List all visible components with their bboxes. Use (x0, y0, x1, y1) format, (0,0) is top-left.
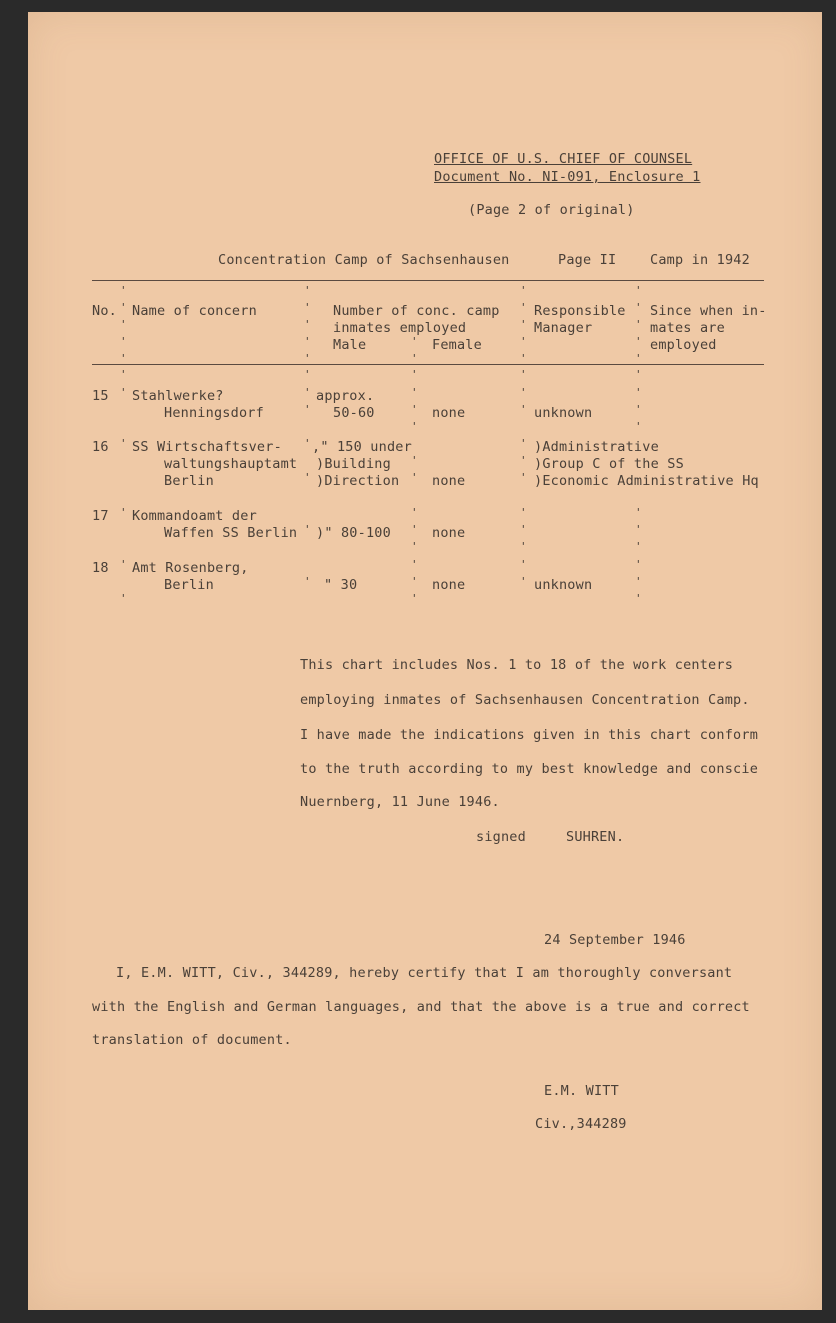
certification-line: I, E.M. WITT, Civ., 344289, hereby certify that I am thoroughly conversant (116, 965, 733, 981)
table-row-male: 50-60 (333, 405, 375, 421)
table-row-no: 16 (92, 439, 109, 455)
office-heading: OFFICE OF U.S. CHIEF OF COUNSEL (434, 151, 693, 167)
table-row-male: )" 80-100 (316, 525, 391, 541)
translator-name: E.M. WITT (544, 1083, 619, 1099)
col-manager-l2: Manager (534, 320, 593, 336)
certification-line: translation of document. (92, 1032, 292, 1048)
col-since-l1: Since when in- (650, 303, 767, 319)
col-female: Female (432, 337, 482, 353)
table-row-female: none (432, 577, 466, 593)
col-since-l3: employed (650, 337, 717, 353)
table-row-name: Berlin (164, 473, 214, 489)
certification-line: with the English and German languages, and that the above is a true and correct (92, 999, 750, 1015)
table-row-male: )Direction (316, 473, 400, 489)
table-row-name: Waffen SS Berlin (164, 525, 298, 541)
statement-line: employing inmates of Sachsenhausen Concentration Camp. (300, 692, 750, 708)
table-row-name: Berlin (164, 577, 214, 593)
col-no: No. (92, 303, 117, 319)
table-row-name: Amt Rosenberg, (132, 560, 249, 576)
table-row-female: none (432, 473, 466, 489)
statement-line: This chart includes Nos. 1 to 18 of the work centers (300, 657, 734, 673)
table-row-female: none (432, 405, 466, 421)
table-row-female: none (432, 525, 466, 541)
col-manager-l1: Responsible (534, 303, 626, 319)
table-header-rule (92, 364, 764, 365)
certification-date: 24 September 1946 (544, 932, 686, 948)
table-row-manager: )Economic Administrative Hq (534, 473, 759, 489)
table-row-no: 18 (92, 560, 109, 576)
col-name: Name of concern (132, 303, 257, 319)
table-row-no: 15 (92, 388, 109, 404)
table-top-rule (92, 280, 764, 281)
signed-label: signed (476, 829, 526, 845)
table-row-male: approx. (316, 388, 375, 404)
table-title-page: Page II (558, 252, 617, 268)
table-row-name: Stahlwerke? (132, 388, 224, 404)
col-number-l2: inmates employed (333, 320, 467, 336)
statement-line: to the truth according to my best knowledge and conscie (300, 761, 759, 777)
table-row-no: 17 (92, 508, 109, 524)
table-row-name: Henningsdorf (164, 405, 264, 421)
signer-name: SUHREN. (566, 829, 625, 845)
col-number-l1: Number of conc. camp (333, 303, 500, 319)
table-title-year: Camp in 1942 (650, 252, 750, 268)
table-row-manager: unknown (534, 577, 593, 593)
translator-civ: Civ.,344289 (535, 1116, 627, 1132)
statement-place-date: Nuernberg, 11 June 1946. (300, 794, 500, 810)
statement-line: I have made the indications given in this chart conform (300, 727, 759, 743)
document-number: Document No. NI-091, Enclosure 1 (434, 169, 701, 185)
table-title-camp: Concentration Camp of Sachsenhausen (218, 252, 510, 268)
col-since-l2: mates are (650, 320, 725, 336)
table-row-name: waltungshauptamt (164, 456, 298, 472)
table-row-manager: unknown (534, 405, 593, 421)
page-note: (Page 2 of original) (468, 202, 635, 218)
table-row-male: ," 150 under (312, 439, 412, 455)
table-row-male: )Building (316, 456, 391, 472)
table-row-name: Kommandoamt der (132, 508, 257, 524)
table-row-name: SS Wirtschaftsver- (132, 439, 282, 455)
col-male: Male (333, 337, 367, 353)
table-row-manager: )Group C of the SS (534, 456, 684, 472)
table-row-manager: )Administrative (534, 439, 659, 455)
document-page: OFFICE OF U.S. CHIEF OF COUNSEL Document No. NI-091, Enclosure 1 (Page 2 of original) Concentration Camp of Sachsenhausen Page II Camp in 1942 No. Name of concern Number of conc. camp inmates employed Male Female Responsible Manager Since when in- mates are employed 15 Stahlwerke? Henningsdorf approx. 50-60 none unknown 16 SS Wirtschaftsver- waltungshauptamt Berlin ," 150 under )Building )Direction none )Administrative )Group C of the SS )Economic Administrative Hq 17 Kommandoamt der Waffen SS Berlin )" 80-100 none 18 Amt Rosenberg, Berlin " 30 none unknown ' ' ' ' ' ' ' ' ' ' ' ' ' ' ' ' ' ' ' ' ' ' ' ' ' ' ' ' ' ' ' ' ' ' ' ' ' ' ' ' ' ' ' ' ' ' ' ' ' ' ' ' ' ' ' ' ' ' ' ' ' ' ' ' ' ' ' ' This chart includes Nos. 1 to 18 of the work centers employing inmates of Sachsenhausen Concentration Camp. I have made the indications given in this chart conform to the truth according to my best knowledge and conscie Nuernberg, 11 June 1946. signed SUHREN. 24 September 1946 I, E.M. WITT, Civ., 344289, hereby certify that I am thoroughly conversant with the English and German languages, and that the above is a true and correct translation of document. E.M. WITT Civ.,344289 (28, 12, 822, 1310)
table-row-male: " 30 (324, 577, 358, 593)
